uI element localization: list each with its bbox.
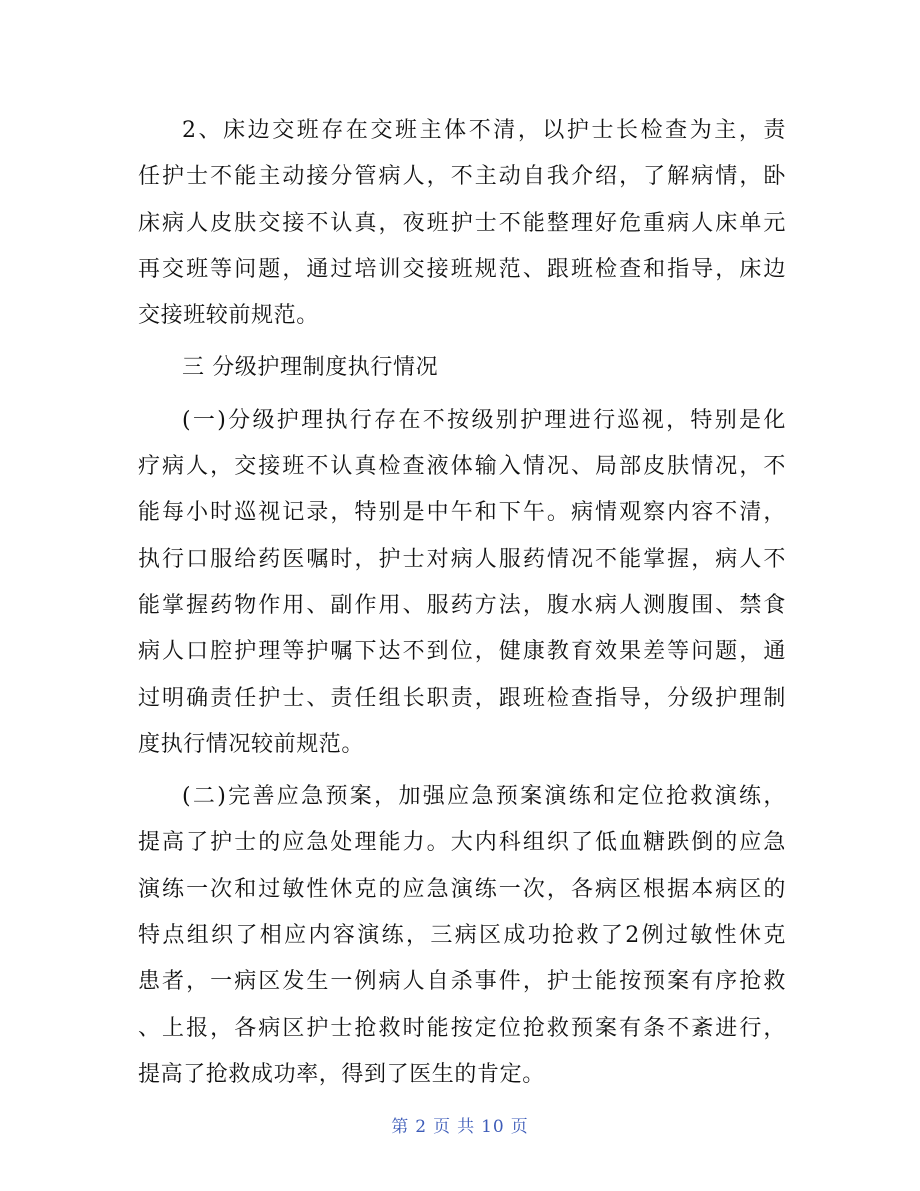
footer-label-suffix: 页 xyxy=(510,1117,529,1137)
paragraph-emergency-plan xyxy=(138,774,786,1098)
text-line: 、上报，各病区护士抢救时能按定位抢救预案有条不紊进行， xyxy=(138,1015,786,1041)
text-line: 演练一次和过敏性休克的应急演练一次，各病区根据本病区的 xyxy=(138,876,786,902)
text-line: 能每小时巡视记录，特别是中午和下午。病情观察内容不清， xyxy=(138,500,786,526)
footer-label-page: 页 xyxy=(433,1117,452,1137)
heading-text: 三 分级护理制度执行情况 xyxy=(182,355,439,381)
paragraph-bedside-handover xyxy=(138,108,786,339)
text-line: 患者，一病区发生一例病人自杀事件，护士能按预案有序抢救 xyxy=(138,969,786,995)
text-line: (一)分级护理执行存在不按级别护理进行巡视，特别是化 xyxy=(182,407,786,433)
text-line: 交接班较前规范。 xyxy=(138,303,319,329)
text-line: 任护士不能主动接分管病人，不主动自我介绍，了解病情，卧 xyxy=(138,164,786,190)
footer-label-total: 共 xyxy=(457,1117,476,1137)
footer-total-pages: 10 xyxy=(481,1117,505,1137)
text-line: 疗病人，交接班不认真检查液体输入情况、局部皮肤情况，不 xyxy=(138,454,786,480)
text-line: 过明确责任护士、责任组长职责，跟班检查指导，分级护理制 xyxy=(138,685,786,711)
section-heading xyxy=(138,345,786,391)
footer-label-prefix: 第 xyxy=(391,1117,410,1137)
text-line: 度执行情况较前规范。 xyxy=(138,731,365,757)
paragraph-graded-care xyxy=(138,398,786,768)
text-line: 床病人皮肤交接不认真，夜班护士不能整理好危重病人床单元 xyxy=(138,210,786,236)
text-line: 2、床边交班存在交班主体不清，以护士长检查为主，责 xyxy=(182,118,786,143)
text-line: 能掌握药物作用、副作用、服药方法，腹水病人测腹围、禁食 xyxy=(138,592,786,618)
text-line: 提高了护士的应急处理能力。大内科组织了低血糖跌倒的应急 xyxy=(138,830,786,856)
footer-current-page: 2 xyxy=(415,1117,428,1137)
text-line: (二)完善应急预案，加强应急预案演练和定位抢救演练， xyxy=(182,784,786,810)
text-line: 病人口腔护理等护嘱下达不到位，健康教育效果差等问题，通 xyxy=(138,639,786,665)
document-body xyxy=(138,108,786,1104)
text-line: 提高了抢救成功率，得到了医生的肯定。 xyxy=(138,1061,545,1087)
text-line: 再交班等问题，通过培训交接班规范、跟班检查和指导，床边 xyxy=(138,256,786,282)
text-line: 执行口服给药医嘱时，护士对病人服药情况不能掌握，病人不 xyxy=(138,546,786,572)
text-line: 特点组织了相应内容演练，三病区成功抢救了2例过敏性休克 xyxy=(138,923,786,949)
page-footer xyxy=(0,1112,920,1137)
